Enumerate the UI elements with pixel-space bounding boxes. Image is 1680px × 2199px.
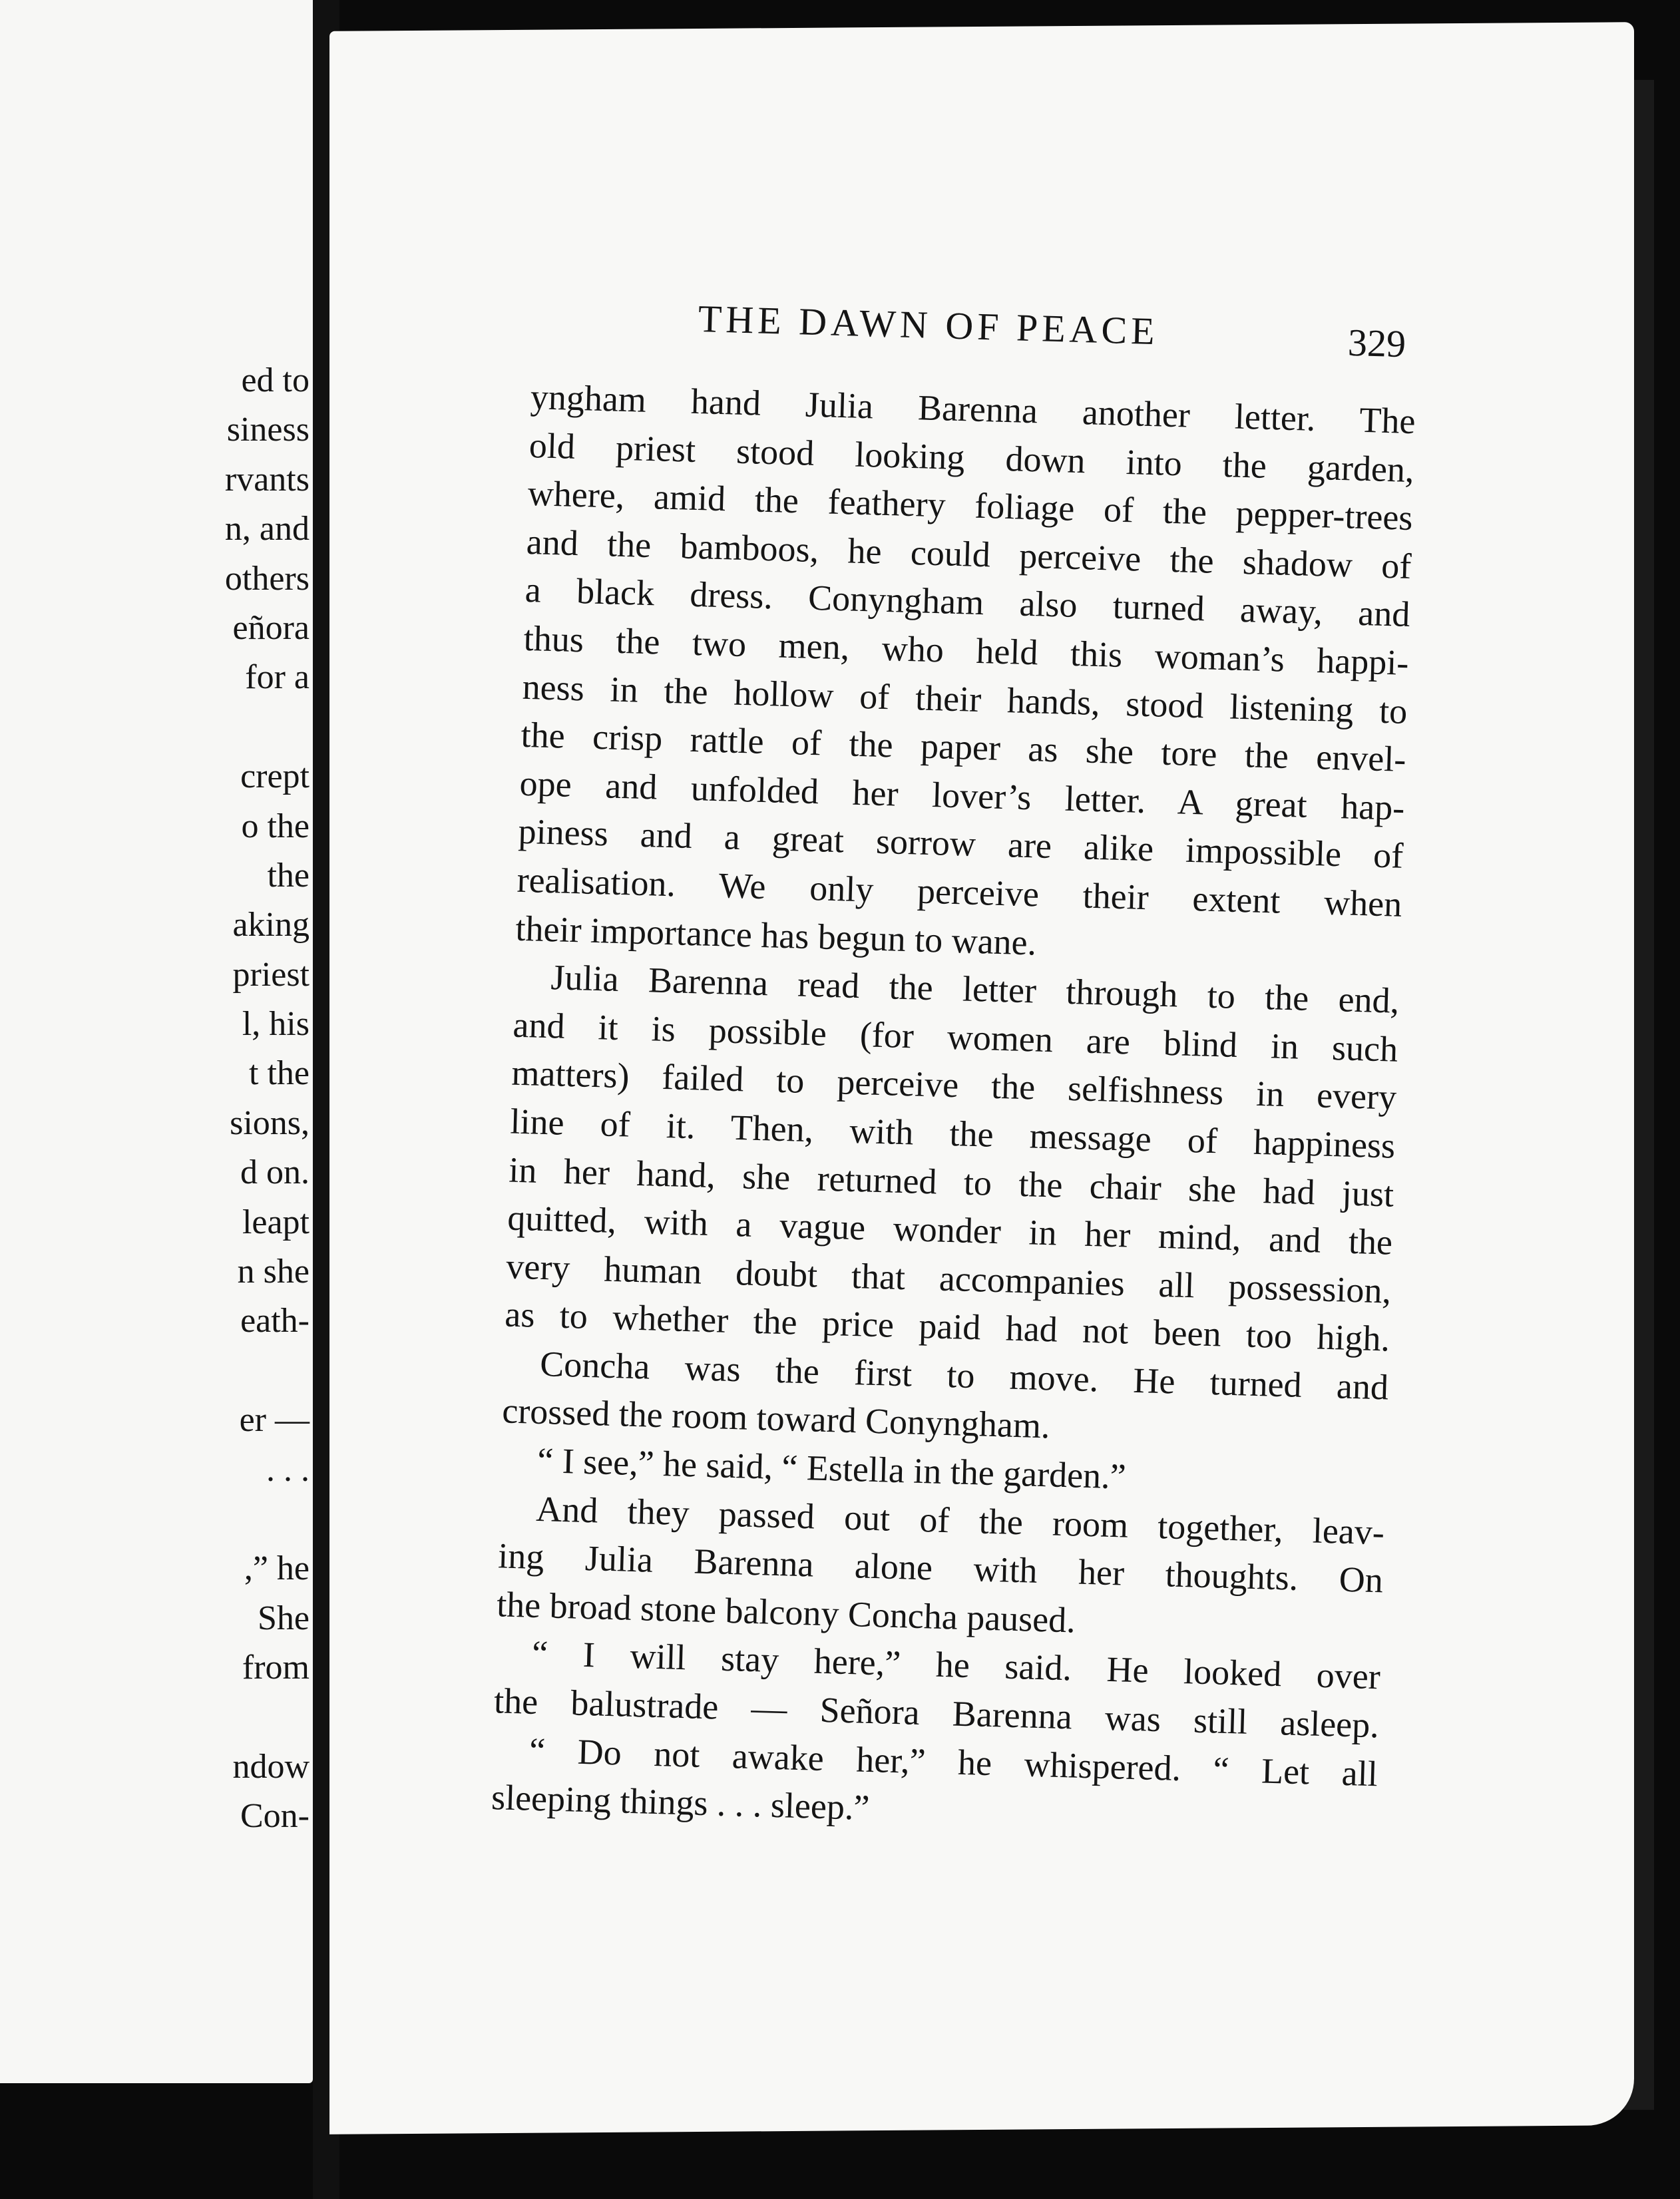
left-line: priest <box>232 955 310 994</box>
text-line: crossed the room toward Conyngham. <box>501 1390 1051 1446</box>
text-line: in her hand, she returned to the chair she had just <box>508 1149 1394 1215</box>
text-line: ope and unfolded her lover’s letter. A great hap- <box>519 763 1406 828</box>
text-line: a black dress. Conyngham also turned away, and <box>525 570 1411 635</box>
text-line: the broad stone balcony Concha paused. <box>496 1584 1076 1641</box>
left-line: from <box>242 1649 310 1687</box>
left-line: ndow <box>232 1747 310 1786</box>
text-line: the balustrade — Señora Barenna was still asleep. <box>493 1681 1380 1746</box>
text-line: very human doubt that accompanies all possession, <box>505 1246 1392 1311</box>
left-line: o the <box>241 807 310 845</box>
left-line: n, and <box>224 510 310 548</box>
left-line: d on. <box>240 1153 310 1192</box>
left-line: eath- <box>240 1302 310 1340</box>
left-line: others <box>224 559 310 598</box>
text-line: Julia Barenna read the letter through to the end, <box>550 957 1400 1021</box>
text-line: sleeping things . . . sleep.” <box>491 1777 871 1828</box>
left-line: siness <box>226 411 310 449</box>
left-line: leapt <box>242 1203 310 1241</box>
left-line: for a <box>245 658 310 697</box>
body-text <box>491 373 1416 1846</box>
text-line: the crisp rattle of the paper as she tore the envel- <box>520 714 1407 780</box>
text-line: line of it. Then, with the message of happiness <box>509 1101 1396 1166</box>
text-line: Concha was the first to move. He turned and <box>539 1343 1389 1408</box>
left-page-text <box>0 356 313 1842</box>
left-line <box>0 1693 313 1742</box>
text-line: realisation. We only perceive their extent when <box>516 859 1403 924</box>
text-line: their importance has begun to wane. <box>515 908 1037 963</box>
left-line: eñora <box>232 608 310 647</box>
left-line: Con- <box>240 1797 310 1836</box>
text-line: thus the two men, who held this woman’s happi- <box>523 618 1410 683</box>
left-line: er — <box>239 1401 310 1440</box>
left-line: ,” he <box>244 1549 310 1588</box>
text-line: yngham hand Julia Barenna another letter. The <box>530 376 1416 442</box>
left-line: sions, <box>230 1103 310 1142</box>
page-number: 329 <box>1347 320 1406 366</box>
text-line: “ I see,” he said, “ Estella in the garden.” <box>536 1440 1127 1497</box>
text-line: “ Do not awake her,” he whispered. “ Let all <box>528 1730 1378 1794</box>
text-line: old priest stood looking down into the garden, <box>528 425 1415 490</box>
text-line: and the bamboos, he could perceive the shadow of <box>526 521 1412 586</box>
left-line: l, his <box>242 1005 310 1044</box>
left-page <box>0 0 313 2083</box>
left-line <box>0 1346 313 1396</box>
text-line: ness in the hollow of their hands, stood listening to <box>521 666 1408 731</box>
left-line: t the <box>249 1054 310 1093</box>
left-line: crept <box>240 757 310 796</box>
left-line: n she <box>237 1253 310 1291</box>
left-line: . . . <box>266 1450 310 1489</box>
text-line: and it is possible (for women are blind in such <box>512 1004 1398 1070</box>
left-line <box>0 1495 313 1544</box>
left-line: aking <box>232 906 310 944</box>
text-line: piness and a great sorrow are alike impossible of <box>517 811 1404 877</box>
text-line: quitted, with a vague wonder in her mind, and the <box>507 1197 1393 1263</box>
text-line: ing Julia Barenna alone with her thoughts. On <box>497 1535 1384 1601</box>
left-line: the <box>267 856 310 895</box>
left-line: She <box>258 1599 310 1637</box>
text-line: matters) failed to perceive the selfishness in every <box>511 1052 1397 1118</box>
text-line: as to whether the price paid had not been too high. <box>504 1294 1390 1359</box>
running-head: THE DAWN OF PEACE <box>698 296 1159 353</box>
left-line: rvants <box>224 460 310 499</box>
text-line: “ I will stay here,” he said. He looked over <box>531 1633 1381 1697</box>
text-line: where, amid the feathery foliage of the pepper-trees <box>527 473 1414 538</box>
left-line: ed to <box>241 361 310 399</box>
text-line: And they passed out of the room together, leav- <box>535 1488 1385 1553</box>
left-line <box>0 703 313 752</box>
